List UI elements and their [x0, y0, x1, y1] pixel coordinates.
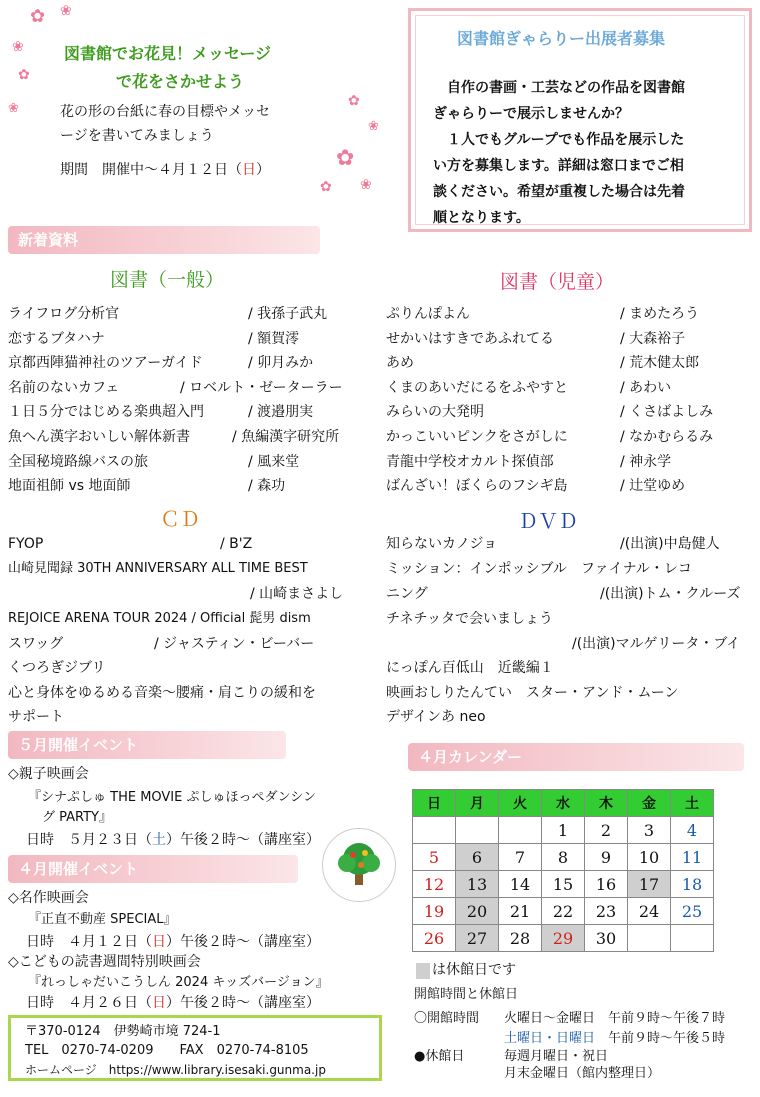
date-day: 日	[152, 995, 166, 1011]
hanami-title-2: で花をさかせよう	[116, 72, 245, 91]
flower-icon: ✿	[336, 146, 355, 171]
book-title: 京都西陣猫神社のツアーガイド	[8, 355, 203, 372]
may-event-date	[26, 830, 320, 850]
closed-line-1: 毎週月曜日・祝日	[504, 1049, 609, 1064]
gallery-line: 順となります。	[433, 210, 530, 226]
calendar-day: 1	[542, 817, 585, 844]
date-suffix: ）午後２時～（講座室）	[166, 832, 320, 848]
dvd-line: ミッション：インポッシブル ファイナル・レコ	[386, 561, 692, 577]
closed-line-2: 月末金曜日（館内整理日）	[504, 1066, 661, 1081]
cd-line: / B'Z	[220, 536, 253, 552]
book-author: / 卯月みか	[248, 355, 314, 372]
cd-line: FYOP	[8, 536, 44, 552]
dvd-line: /(出演)マルゲリータ・ブイ	[572, 636, 741, 652]
date-prefix: 日時 ５月２３日（	[26, 832, 152, 848]
calendar-day: 26	[413, 925, 456, 952]
calendar-weekday: 火	[499, 790, 542, 817]
gallery-line: 談ください。希望が重複した場合は先着	[433, 184, 685, 200]
flower-icon: ❀	[60, 3, 72, 19]
cd-line: くつろぎジブリ	[8, 660, 106, 676]
april-event1-date	[26, 932, 320, 952]
calendar-week-row	[413, 898, 714, 925]
april-event2-date	[26, 993, 320, 1013]
april-event1-name: 『正直不動産 SPECIAL』	[28, 912, 177, 927]
calendar-weekday: 月	[456, 790, 499, 817]
period-day: 日	[242, 162, 256, 178]
period-prefix: 期間 開催中～４月１２日（	[60, 162, 242, 178]
may-event-name-2: グ PARTY』	[42, 810, 113, 825]
book-title: １日５分ではじめる楽典超入門	[8, 404, 204, 421]
calendar-weekday: 土	[671, 790, 714, 817]
book-author: / 大森裕子	[620, 330, 686, 347]
book-title: ばんざい！ぼくらのフシギ島	[386, 478, 568, 495]
calendar-day: 18	[671, 871, 714, 898]
book-author: / まめたろう	[620, 306, 700, 322]
hanami-title-1: 図書館でお花見！メッセージ	[64, 44, 272, 63]
may-event-name-1: 『シナぷしゅ THE MOVIE ぷしゅほっペダンシン	[28, 790, 316, 805]
calendar-day: 25	[671, 898, 714, 925]
book-title: 地面祖師 vs 地面師	[8, 478, 131, 495]
calendar-day: 15	[542, 871, 585, 898]
calendar-day	[456, 817, 499, 844]
weekend-hours: 午前９時～午後５時	[608, 1031, 726, 1046]
dvd-line: ニング	[386, 586, 428, 602]
cd-line: / 山崎まさよし	[250, 586, 344, 602]
gallery-line: １人でもグループでも作品を展示した	[433, 132, 685, 148]
calendar-day: 20	[456, 898, 499, 925]
date-day: 土	[152, 832, 166, 848]
book-title: 恋するブタハナ	[8, 330, 105, 347]
dvd-line: デザインあ neo	[386, 709, 486, 725]
flower-icon: ✿	[18, 67, 30, 83]
calendar-header-row	[413, 790, 714, 817]
dvd-line: チネチッタで会いましょう	[386, 611, 554, 627]
footer-address: 〒370-0124 伊勢崎市境 724-1	[25, 1024, 221, 1039]
hanami-body-2: ージを書いてみましょう	[60, 128, 214, 144]
book-title: みらいの大発明	[386, 404, 484, 421]
april-event1-title: ◇名作映画会	[8, 890, 89, 906]
calendar-day: 16	[585, 871, 628, 898]
calendar-day	[499, 817, 542, 844]
date-suffix: ）午後２時～（講座室）	[166, 995, 320, 1011]
flower-icon: ❀	[368, 119, 379, 134]
gallery-box	[408, 8, 752, 232]
calendar-day: 19	[413, 898, 456, 925]
hanami-period	[60, 160, 270, 180]
may-event-title: ◇親子映画会	[8, 766, 89, 782]
footer-tel: TEL 0270-74-0209 FAX 0270-74-8105	[25, 1043, 309, 1058]
gallery-title: 図書館ぎゃらりー出展者募集	[457, 29, 666, 48]
calendar-day: 12	[413, 871, 456, 898]
calendar-day: 7	[499, 844, 542, 871]
calendar-day: 17	[628, 871, 671, 898]
cd-line: / ジャスティン・ビーバー	[154, 636, 315, 652]
period-suffix: ）	[256, 162, 270, 178]
calendar-day: 28	[499, 925, 542, 952]
calendar-weekday: 金	[628, 790, 671, 817]
calendar-weekday: 日	[413, 790, 456, 817]
flower-icon: ✿	[320, 179, 332, 195]
book-title: かっこいいピンクをさがしに	[386, 429, 568, 445]
book-author: / あわい	[620, 379, 672, 396]
calendar-day: 11	[671, 844, 714, 871]
calendar-day: 27	[456, 925, 499, 952]
open-weekday: 火曜日～金曜日 午前９時～午後７時	[504, 1011, 726, 1026]
calendar-bar: ４月カレンダー	[408, 743, 744, 771]
cd-line: 山崎見聞録 30TH ANNIVERSARY ALL TIME BEST	[8, 561, 308, 576]
date-suffix: ）午後２時～（講座室）	[166, 934, 320, 950]
book-title: ライフログ分析官	[8, 306, 120, 322]
gallery-body	[433, 75, 685, 231]
calendar-day: 29	[542, 925, 585, 952]
calendar-day: 5	[413, 844, 456, 871]
footer-box	[8, 1015, 382, 1081]
calendar-day	[628, 925, 671, 952]
flower-icon: ❀	[360, 177, 372, 193]
closed-legend-text: は休館日です	[432, 962, 516, 978]
dvd-line: 映画おしりたんてい スター・アンド・ムーン	[386, 685, 679, 701]
calendar-day: 2	[585, 817, 628, 844]
flower-icon: ❀	[8, 101, 19, 116]
book-author: / くさばよしみ	[620, 404, 714, 421]
calendar-day: 4	[671, 817, 714, 844]
calendar-week-row	[413, 844, 714, 871]
open-weekend	[504, 1029, 725, 1049]
calendar-day: 21	[499, 898, 542, 925]
calendar-day	[413, 817, 456, 844]
calendar-table	[412, 789, 714, 952]
book-author: / ロベルト・ゼーターラー	[180, 379, 343, 396]
flower-icon: ❀	[12, 39, 24, 55]
calendar-day: 30	[585, 925, 628, 952]
dvd-line: /(出演)トム・クルーズ	[600, 586, 741, 602]
book-author: / 額賀澪	[248, 330, 300, 347]
weekend-days: 土曜日・日曜日	[504, 1031, 596, 1046]
book-author: / 辻堂ゆめ	[620, 478, 686, 495]
date-day: 日	[152, 934, 166, 950]
april-events-bar: ４月開催イベント	[8, 855, 298, 883]
dvd-line: にっぽん百低山 近畿編１	[386, 660, 554, 676]
book-title: 名前のないカフェ	[8, 379, 120, 396]
cd-heading: ＣＤ	[160, 507, 200, 531]
calendar-week-row	[413, 871, 714, 898]
cd-line: サポート	[8, 709, 64, 725]
calendar-day: 6	[456, 844, 499, 871]
calendar-day: 23	[585, 898, 628, 925]
book-author: / 荒木健太郎	[620, 355, 700, 372]
book-author: / なかむらるみ	[620, 429, 714, 445]
book-title: 全国秘境路線バスの旅	[8, 453, 148, 470]
date-prefix: 日時 ４月１２日（	[26, 934, 152, 950]
calendar-day: 9	[585, 844, 628, 871]
calendar-weekday: 水	[542, 790, 585, 817]
april-event2-title: ◇こどもの読書週間特別映画会	[8, 954, 201, 970]
may-events-bar: ５月開催イベント	[8, 731, 286, 759]
footer-homepage[interactable]: ホームページ https://www.library.isesaki.gunma.jp	[25, 1063, 326, 1077]
hours-title: 開館時間と休館日	[414, 987, 519, 1002]
gallery-line: ぎゃらりーで展示しませんか？	[433, 106, 629, 122]
tree-icon	[323, 829, 395, 901]
calendar-day	[671, 925, 714, 952]
book-title: あめ	[386, 355, 414, 372]
calendar-day: 24	[628, 898, 671, 925]
book-title: ぷりんぽよん	[386, 306, 470, 322]
book-author: / 風来堂	[248, 453, 300, 470]
open-label: 〇開館時間	[414, 1011, 480, 1026]
dvd-line: /(出演)中島健人	[620, 536, 720, 552]
book-title: 青龍中学校オカルト探偵部	[386, 453, 554, 470]
new-materials-bar: 新着資料	[8, 226, 320, 254]
book-title: せかいはすきであふれてる	[386, 330, 554, 347]
calendar-day: 13	[456, 871, 499, 898]
cd-line: 心と身体をゆるめる音楽～腰痛・肩こりの緩和を	[8, 685, 316, 701]
date-prefix: 日時 ４月２６日（	[26, 995, 152, 1011]
book-author: / 渡邉朋実	[248, 404, 314, 421]
calendar-day: 8	[542, 844, 585, 871]
book-author: / 神永学	[620, 453, 672, 470]
calendar-day: 3	[628, 817, 671, 844]
closed-legend-swatch	[416, 963, 430, 979]
dvd-heading: ＤＶＤ	[518, 509, 578, 533]
calendar-week-row	[413, 817, 714, 844]
calendar-weekday: 木	[585, 790, 628, 817]
library-logo	[322, 828, 396, 902]
calendar-day: 10	[628, 844, 671, 871]
dvd-line: 知らないカノジョ	[386, 536, 498, 552]
april-event2-name: 『れっしゃだいこうしん 2024 キッズバージョン』	[28, 975, 329, 990]
book-title: 魚へん漢字おいしい解体新書	[8, 429, 190, 445]
hanami-body-1: 花の形の台紙に春の目標やメッセ	[60, 104, 270, 120]
book-title: くまのあいだにるをふやすと	[386, 379, 568, 396]
flower-icon: ✿	[348, 93, 360, 109]
book-author: / 魚編漢字研究所	[232, 429, 340, 445]
calendar-week-row	[413, 925, 714, 952]
books-children-heading: 図書（児童）	[500, 271, 615, 293]
gallery-line: い方を募集します。詳細は窓口までご相	[433, 158, 684, 174]
flower-icon: ✿	[30, 6, 46, 27]
gallery-line: 自作の書画・工芸などの作品を図書館	[433, 80, 685, 96]
book-author: / 森功	[248, 478, 286, 495]
calendar-day: 22	[542, 898, 585, 925]
book-author: / 我孫子武丸	[248, 306, 328, 322]
cd-line: スワッグ	[8, 636, 64, 652]
closed-label: ●休館日	[414, 1049, 465, 1064]
cd-line: REJOICE ARENA TOUR 2024 / Official 髭男 dism	[8, 611, 311, 626]
calendar-day: 14	[499, 871, 542, 898]
books-general-heading: 図書（一般）	[110, 269, 225, 291]
